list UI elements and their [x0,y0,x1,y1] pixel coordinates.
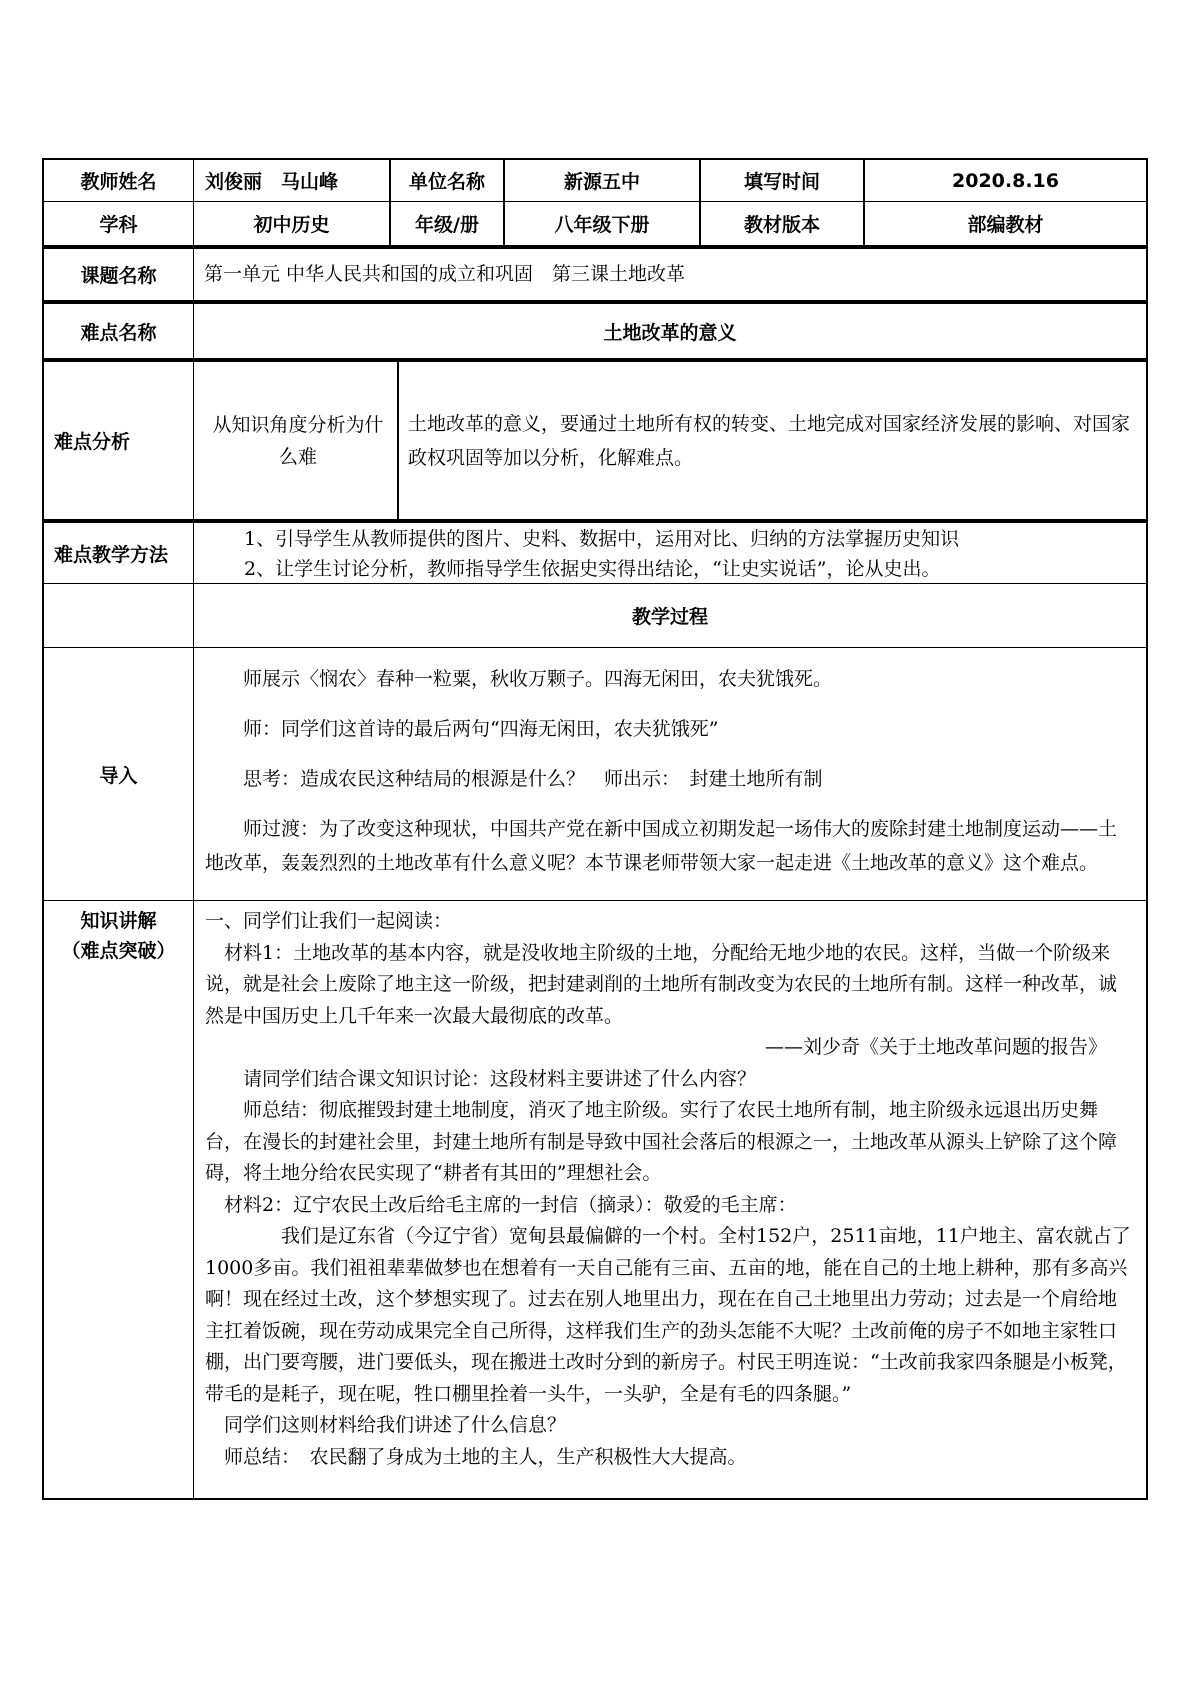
analysis-value: 土地改革的意义，要通过土地所有权的转变、土地完成对国家经济发展的影响、对国家政权巩固等加以分析，化解难点。 [408,412,1131,469]
teacher-name-label: 教师姓名 [80,171,157,193]
knowledge-label-line: 知识讲解 [80,910,157,932]
table-border-bottom [42,1498,1148,1500]
topic-label: 课题名称 [80,265,157,287]
subject-value: 初中历史 [253,214,330,236]
method-line-1: 1、引导学生从教师提供的图片、史料、数据中，运用对比、归纳的方法掌握历史知识 [244,528,960,550]
subject-label: 学科 [99,214,138,236]
teacher-name-value: 刘俊丽 马山峰 [205,171,339,193]
grade-label: 年级/册 [415,214,479,236]
knowledge-line: 师总结：彻底摧毁封建土地制度，消灭了地主阶级。实行了农民土地所有制，地主阶级永远退出历史舞台，在漫长的封建社会里，封建土地所有制是导致中国社会落后的根源之一，土地改革从源头上铲除了这个障碍，将土地分给农民实现了“耕者有其田的”理想社会。 [205,1099,1118,1184]
knowledge-line: 我们是辽东省（今辽宁省）宽甸县最偏僻的一个村。全村152户，2511亩地，11户地主、富农就占了1000多亩。我们祖祖辈辈做梦也在想着有一天自己能有三亩、五亩的地，能在自己的土地上耕种，那有多高兴啊！现在经过土改，这个梦想实现了。过去在别人地里出力，现在在自己土地里出力劳动；过去是一个肩给地主扛着饭碗，现在劳动成果完全自己所得，这样我们生产的劲头怎能不大呢？土改前俺的房子不如地主家牲口棚，出门要弯腰，进门要低头，现在搬进土改时分到的新房子。村民王明连说：“土改前我家四条腿是小板凳，带毛的是耗子，现在呢，牲口棚里拴着一头牛，一头驴，全是有毛的四条腿。” [205,1225,1131,1405]
unit-name-label: 单位名称 [408,171,485,193]
knowledge-label [44,906,193,966]
intro-paragraph: 师过渡：为了改变这种现状，中国共产党在新中国成立初期发起一场伟大的废除封建土地制度运动——土地改革，轰轰烈烈的土地改革有什么意义呢？本节课老师带领大家一起走进《土地改革的意义》这个难点。 [205,818,1118,874]
knowledge-line: 请同学们结合课文知识讨论：这段材料主要讲述了什么内容？ [243,1067,757,1090]
grade-value: 八年级下册 [554,214,650,236]
unit-name-value: 新源五中 [563,171,640,193]
analysis-label: 难点分析 [54,431,131,453]
knowledge-line: 同学们这则材料给我们讲述了什么信息？ [224,1414,567,1436]
method-label: 难点教学方法 [54,543,169,566]
col-sep [397,361,399,521]
difficulty-label: 难点名称 [80,321,157,344]
fill-date-label: 填写时间 [743,171,820,193]
fill-date-value: 2020.8.16 [952,169,1059,192]
knowledge-line: 一、同学们让我们一起阅读： [205,910,453,932]
knowledge-line: 材料1：土地改革的基本内容，就是没收地主阶级的土地，分配给无地少地的农民。这样，当做一个阶级来说，就是社会上废除了地主这一阶级，把封建剥削的土地所有制改变为农民的土地所有制。这样一种改革，诚然是中国历史上几千年来一次最大最彻底的改革。 [205,941,1118,1027]
edition-value: 部编教材 [967,214,1044,236]
intro-paragraph: 思考：造成农民这种结局的根源是什么？ 师出示： 封建土地所有制 [243,768,823,790]
edition-label: 教材版本 [743,214,820,236]
intro-content [205,662,1135,880]
knowledge-line: 材料2：辽宁农民土改后给毛主席的一封信（摘录）：敬爱的毛主席： [224,1193,797,1216]
row-sep [42,519,1148,523]
intro-paragraph: 师：同学们这首诗的最后两句“四海无闲田，农夫犹饿死” [243,718,719,740]
knowledge-label-line: （难点突破） [61,940,176,962]
difficulty-value: 土地改革的意义 [603,321,737,344]
row-sep [42,900,1148,901]
intro-label: 导入 [99,764,138,787]
analysis-sub-label: 从知识角度分析为什么难 [212,413,384,468]
process-title: 教学过程 [631,606,708,628]
knowledge-content [205,906,1135,1473]
method-line-2: 2、让学生讨论分析，教师指导学生依据史实得出结论，“让史实说话”，论从史出。 [244,558,941,580]
knowledge-line: 师总结： 农民翻了身成为土地的主人，生产积极性大大提高。 [224,1445,747,1468]
row-sep [42,647,1148,648]
knowledge-citation: ——刘少奇《关于土地改革问题的报告》 [764,1036,1107,1058]
col-sep [193,158,194,1500]
intro-paragraph: 师展示〈悯农〉春种一粒粟，秋收万颗子。四海无闲田，农夫犹饿死。 [243,668,833,690]
topic-value: 第一单元 中华人民共和国的成立和巩固 第三课土地改革 [204,263,686,285]
